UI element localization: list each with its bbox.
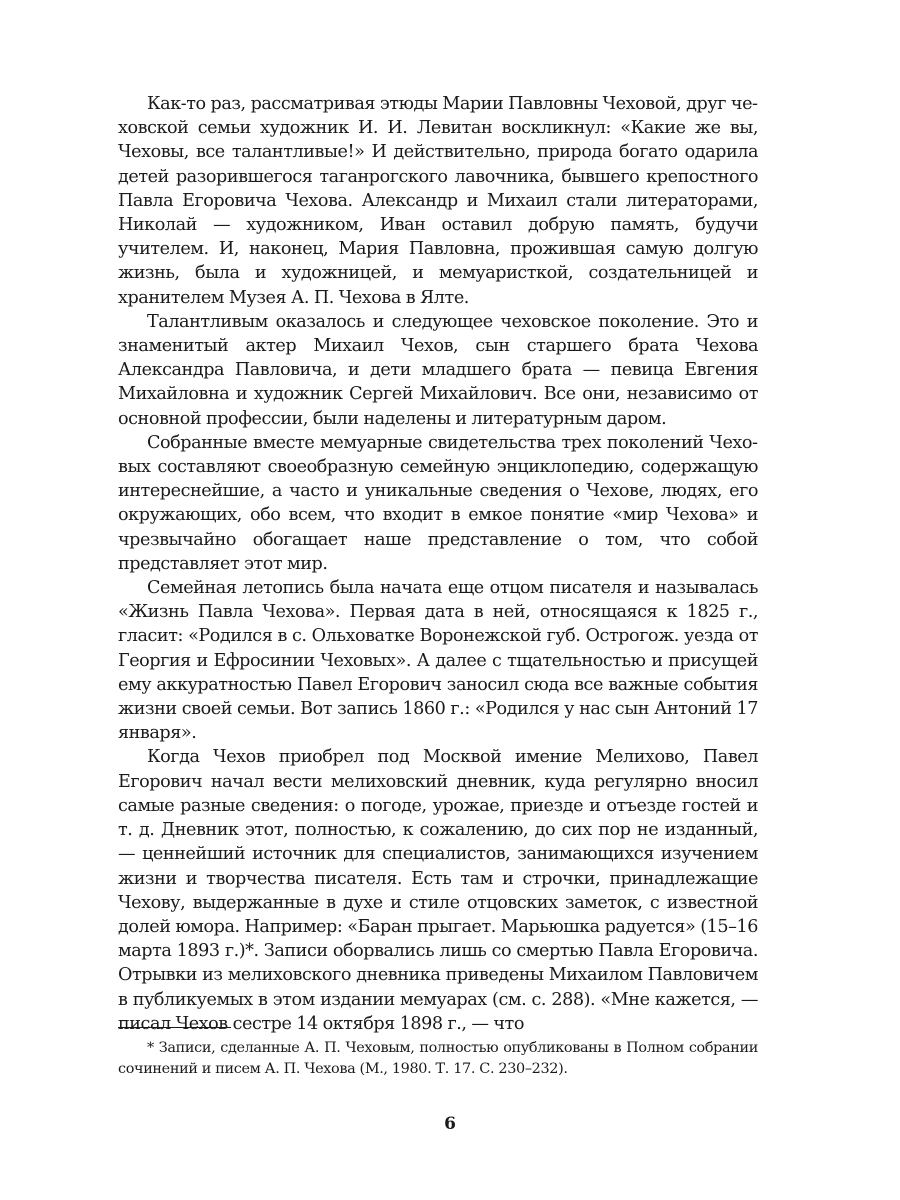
paragraph-memoirs: Собранные вместе мемуарные свидетельства трех поколений Чеховых составляют своеобразную семейную энциклопедию, содержащую интереснейшие, а часто и уникальные сведения о Чехове, людях, его окружающих, обо всем, что входит в емкое понятие «мир Чехова» и чрезвычайно обогащает наше представление о том, что собой представляет этот мир. — [118, 432, 758, 574]
paragraph-levitan: Как-то раз, рассматривая этюды Марии Павловны Чеховой, друг чеховской семьи художник И. И. Левитан воскликнул: «Какие же вы, Чеховы, все талантливые!» И действительно, природа богато одарила детей разорившегося таганрогского лавочника, бывшего крепостного Павла Егоровича Чехова. Александр и Михаил стали литераторами, Николай — художником, Иван оставил добрую память, будучи учителем. И, наконец, Мария Павловна, прожившая самую долгую жизнь, была и художницей, и мемуаристкой, создательницей и хранителем Музея А. П. Чехова в Ялте. — [118, 94, 758, 308]
page-number: 6 — [444, 1114, 456, 1134]
footnote-divider — [118, 1027, 231, 1028]
paragraph-family-chronicle: Семейная летопись была начата еще отцом писателя и называлась «Жизнь Павла Чехова». Первая дата в ней, относящаяся к 1825 г., гласит: «Родился в с. Ольховатке Воронежской губ. Острогож. уезда от Георгия и Ефросинии Чеховых». А далее с тщательностью и присущей ему аккуратностью Павел Егорович заносил сюда все важные события жизни своей семьи. Вот запись 1860 г.: «Родился у нас сын Антоний 17 января». — [118, 578, 758, 744]
main-text — [118, 92, 758, 1036]
paragraph-melikhovo-diary: Когда Чехов приобрел под Москвой имение Мелихово, Павел Егорович начал вести мелиховский дневник, куда регулярно вносил самые разные сведения: о погоде, урожае, приезде и отъезде гостей и т. д. Дневник этот, полностью, к сожалению, до сих пор не изданный, — ценнейший источник для специалистов, занимающихся изучением жизни и творчества писателя. Есть там и строчки, принадлежащие Чехову, выдержанные в духе и стиле отцовских заметок, с известной долей юмора. Например: «Баран прыгает. Марьюшка радуется» (15–16 марта 1893 г.)*. Записи оборвались лишь со смертью Павла Егоровича. Отрывки из мелиховского дневника приведены Михаилом Павловичем в публикуемых в этом издании мемуарах (см. с. 288). «Мне кажется, — писал Чехов сестре 14 октября 1898 г., — что — [118, 747, 758, 1034]
paragraph-next-generation: Талантливым оказалось и следующее чеховское поколение. Это и знаменитый актер Михаил Чехов, сын старшего брата Чехова Александра Павловича, и дети младшего брата — певица Евгения Михайловна и художник Сергей Михайлович. Все они, независимо от основной профессии, были наделены и литературным даром. — [118, 311, 758, 429]
footnote: * Записи, сделанные А. П. Чеховым, полностью опубликованы в Полном собрании сочинений и писем А. П. Чехова (М., 1980. Т. 17. С. 230–232). — [118, 1040, 758, 1077]
